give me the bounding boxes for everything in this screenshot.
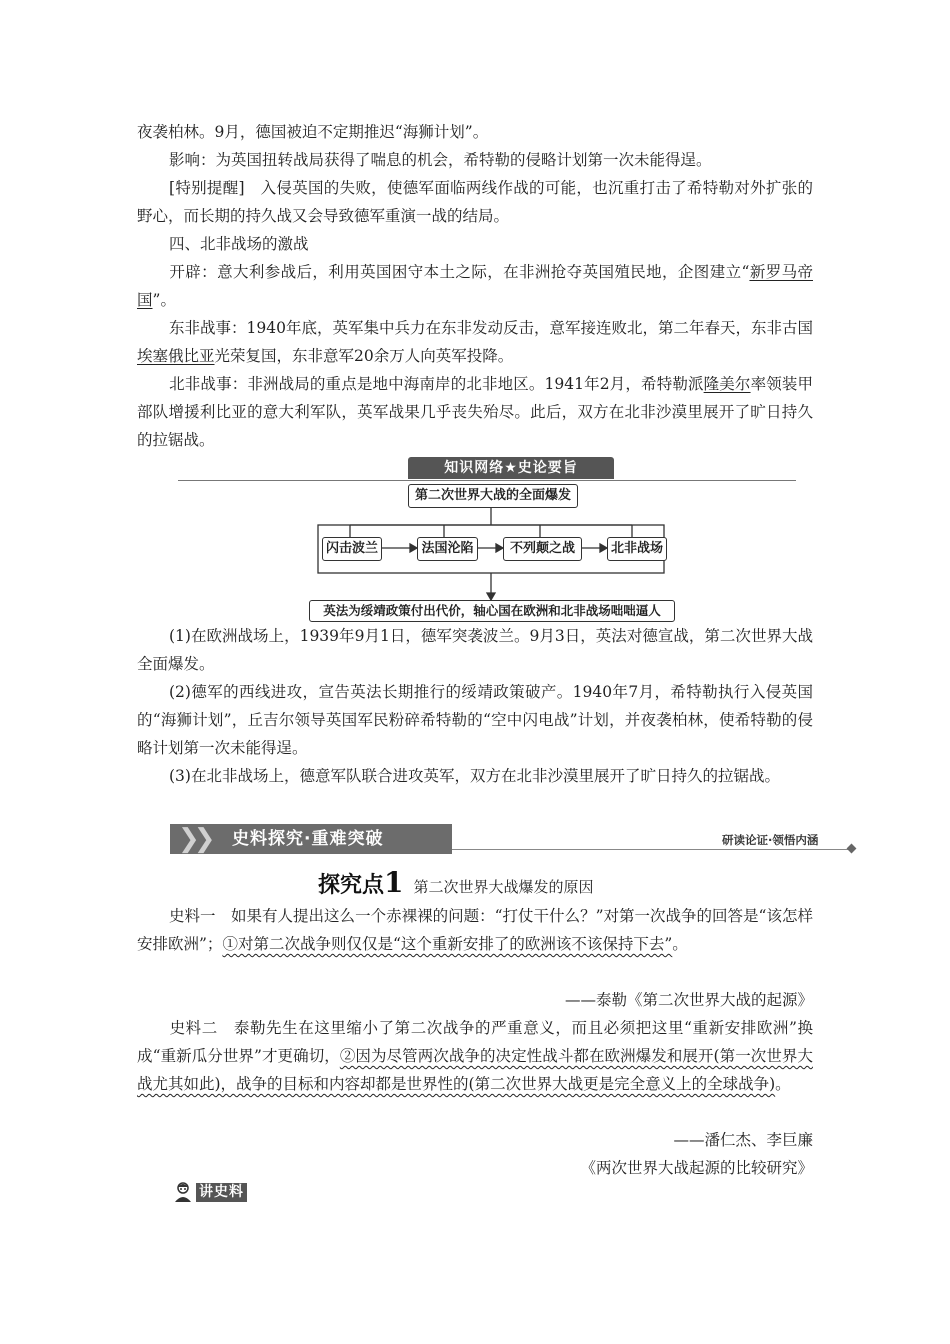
- paragraph-opening: 开辟：意大利参战后，利用英国困守本土之际，在非洲抢夺英国殖民地，企图建立“新罗马帝国”。: [137, 263, 813, 309]
- knowledge-network-banner: 知识网络★史论要旨: [408, 457, 614, 479]
- divider: [452, 849, 850, 850]
- probe-title: 第二次世界大战爆发的原因: [413, 878, 594, 896]
- paragraph-night-raid: 夜袭柏林。9月，德国被迫不定期推迟“海狮计划”。: [137, 123, 489, 141]
- summary-3: (3)在北非战场上，德意军队联合进攻英军，双方在北非沙漠里展开了旷日持久的拉锯战。: [169, 767, 780, 785]
- paragraph-special-reminder: [特别提醒] 入侵英国的失败，使德军面临两线作战的可能，也沉重打击了希特勒对外扩张的野心，而长期的持久战又会导致德军重演一战的结局。: [137, 179, 813, 225]
- probe-heading: [318, 866, 594, 899]
- material-2: 史料二 泰勒先生在这里缩小了第二次战争的严重意义，而且必须把这里“重新安排欧洲”换成“重新瓜分世界”才更确切，②因为尽管两次战争的决定性战斗都在欧洲爆发和展开(第一次世界大战尤其如此)，战争的目标和内容却都是世界性的(第二次世界大战更是完全意义上的全球战争)。: [137, 1019, 813, 1093]
- probe-label: 探究点: [318, 873, 385, 898]
- section-title: 史料探究·重难突破: [232, 829, 384, 849]
- heading-north-africa: 四、北非战场的激战: [169, 235, 309, 253]
- wavy-underline: ②因为尽管两次战争的决定性战斗都在欧洲爆发和展开(第一次世界大战尤其如此)，战争的目标和内容却都是世界性的(第二次世界大战更是完全意义上的全球战争): [137, 1047, 813, 1093]
- teacher-icon: [172, 1181, 194, 1203]
- underlined-term: 埃塞俄比亚: [137, 347, 215, 365]
- material-2-book: 《两次世界大战起源的比较研究》: [580, 1159, 813, 1177]
- diamond-icon: [847, 844, 857, 854]
- flow-node-britain: 不列颠之战: [503, 537, 582, 561]
- paragraph-influence: 影响：为英国扭转战局获得了喘息的机会，希特勒的侵略计划第一次未能得逞。: [169, 151, 712, 169]
- probe-number: 1: [384, 866, 404, 899]
- lecture-material-label: 讲史料: [196, 1183, 247, 1202]
- material-1-source: ——泰勒《第二次世界大战的起源》: [564, 991, 813, 1009]
- material-2-author: ——潘仁杰、李巨廉: [673, 1131, 813, 1149]
- flow-top-box: 第二次世界大战的全面爆发: [408, 484, 578, 508]
- flow-node-north-africa: 北非战场: [607, 537, 667, 561]
- material-1: 史料一 如果有人提出这么一个赤裸裸的问题：“打仗干什么？”对第一次战争的回答是“该怎样安排欧洲”；①对第二次战争则仅仅是“这个重新安排了的欧洲该不该保持下去”。: [137, 907, 813, 953]
- wavy-underline: ①对第二次战争则仅仅是“这个重新安排了的欧洲该不该保持下去”: [222, 935, 673, 953]
- chevron-icon: ❯❯: [178, 824, 210, 854]
- underlined-term: 隆美尔: [703, 375, 751, 393]
- section-subtitle: 研读论证·领悟内涵: [722, 833, 819, 847]
- flow-node-france: 法国沦陷: [417, 537, 478, 561]
- flow-node-poland: 闪击波兰: [322, 537, 382, 561]
- paragraph-north-africa: 北非战事：非洲战局的重点是地中海南岸的北非地区。1941年2月，希特勒派隆美尔率领装甲部队增援利比亚的意大利军队，英军战果几乎丧失殆尽。此后，双方在北非沙漠里展开了旷日持久的拉锯战。: [137, 375, 813, 449]
- summary-1: (1)在欧洲战场上，1939年9月1日，德军突袭波兰。9月3日，英法对德宣战，第二次世界大战全面爆发。: [137, 627, 813, 673]
- summary-2: (2)德军的西线进攻，宣告英法长期推行的绥靖政策破产。1940年7月，希特勒执行入侵英国的“海狮计划”，丘吉尔领导英国军民粉碎希特勒的“空中闪电战”计划，并夜袭柏林，使希特勒的侵略计划第一次未能得逞。: [137, 683, 813, 757]
- underlined-term: 新罗马帝国: [137, 263, 813, 309]
- paragraph-east-africa: 东非战事：1940年底，英军集中兵力在东非发动反击，意军接连败北，第二年春天，东非古国埃塞俄比亚光荣复国，东非意军20余万人向英军投降。: [137, 319, 813, 365]
- flow-bottom-box: 英法为绥靖政策付出代价，轴心国在欧洲和北非战场咄咄逼人: [309, 600, 675, 622]
